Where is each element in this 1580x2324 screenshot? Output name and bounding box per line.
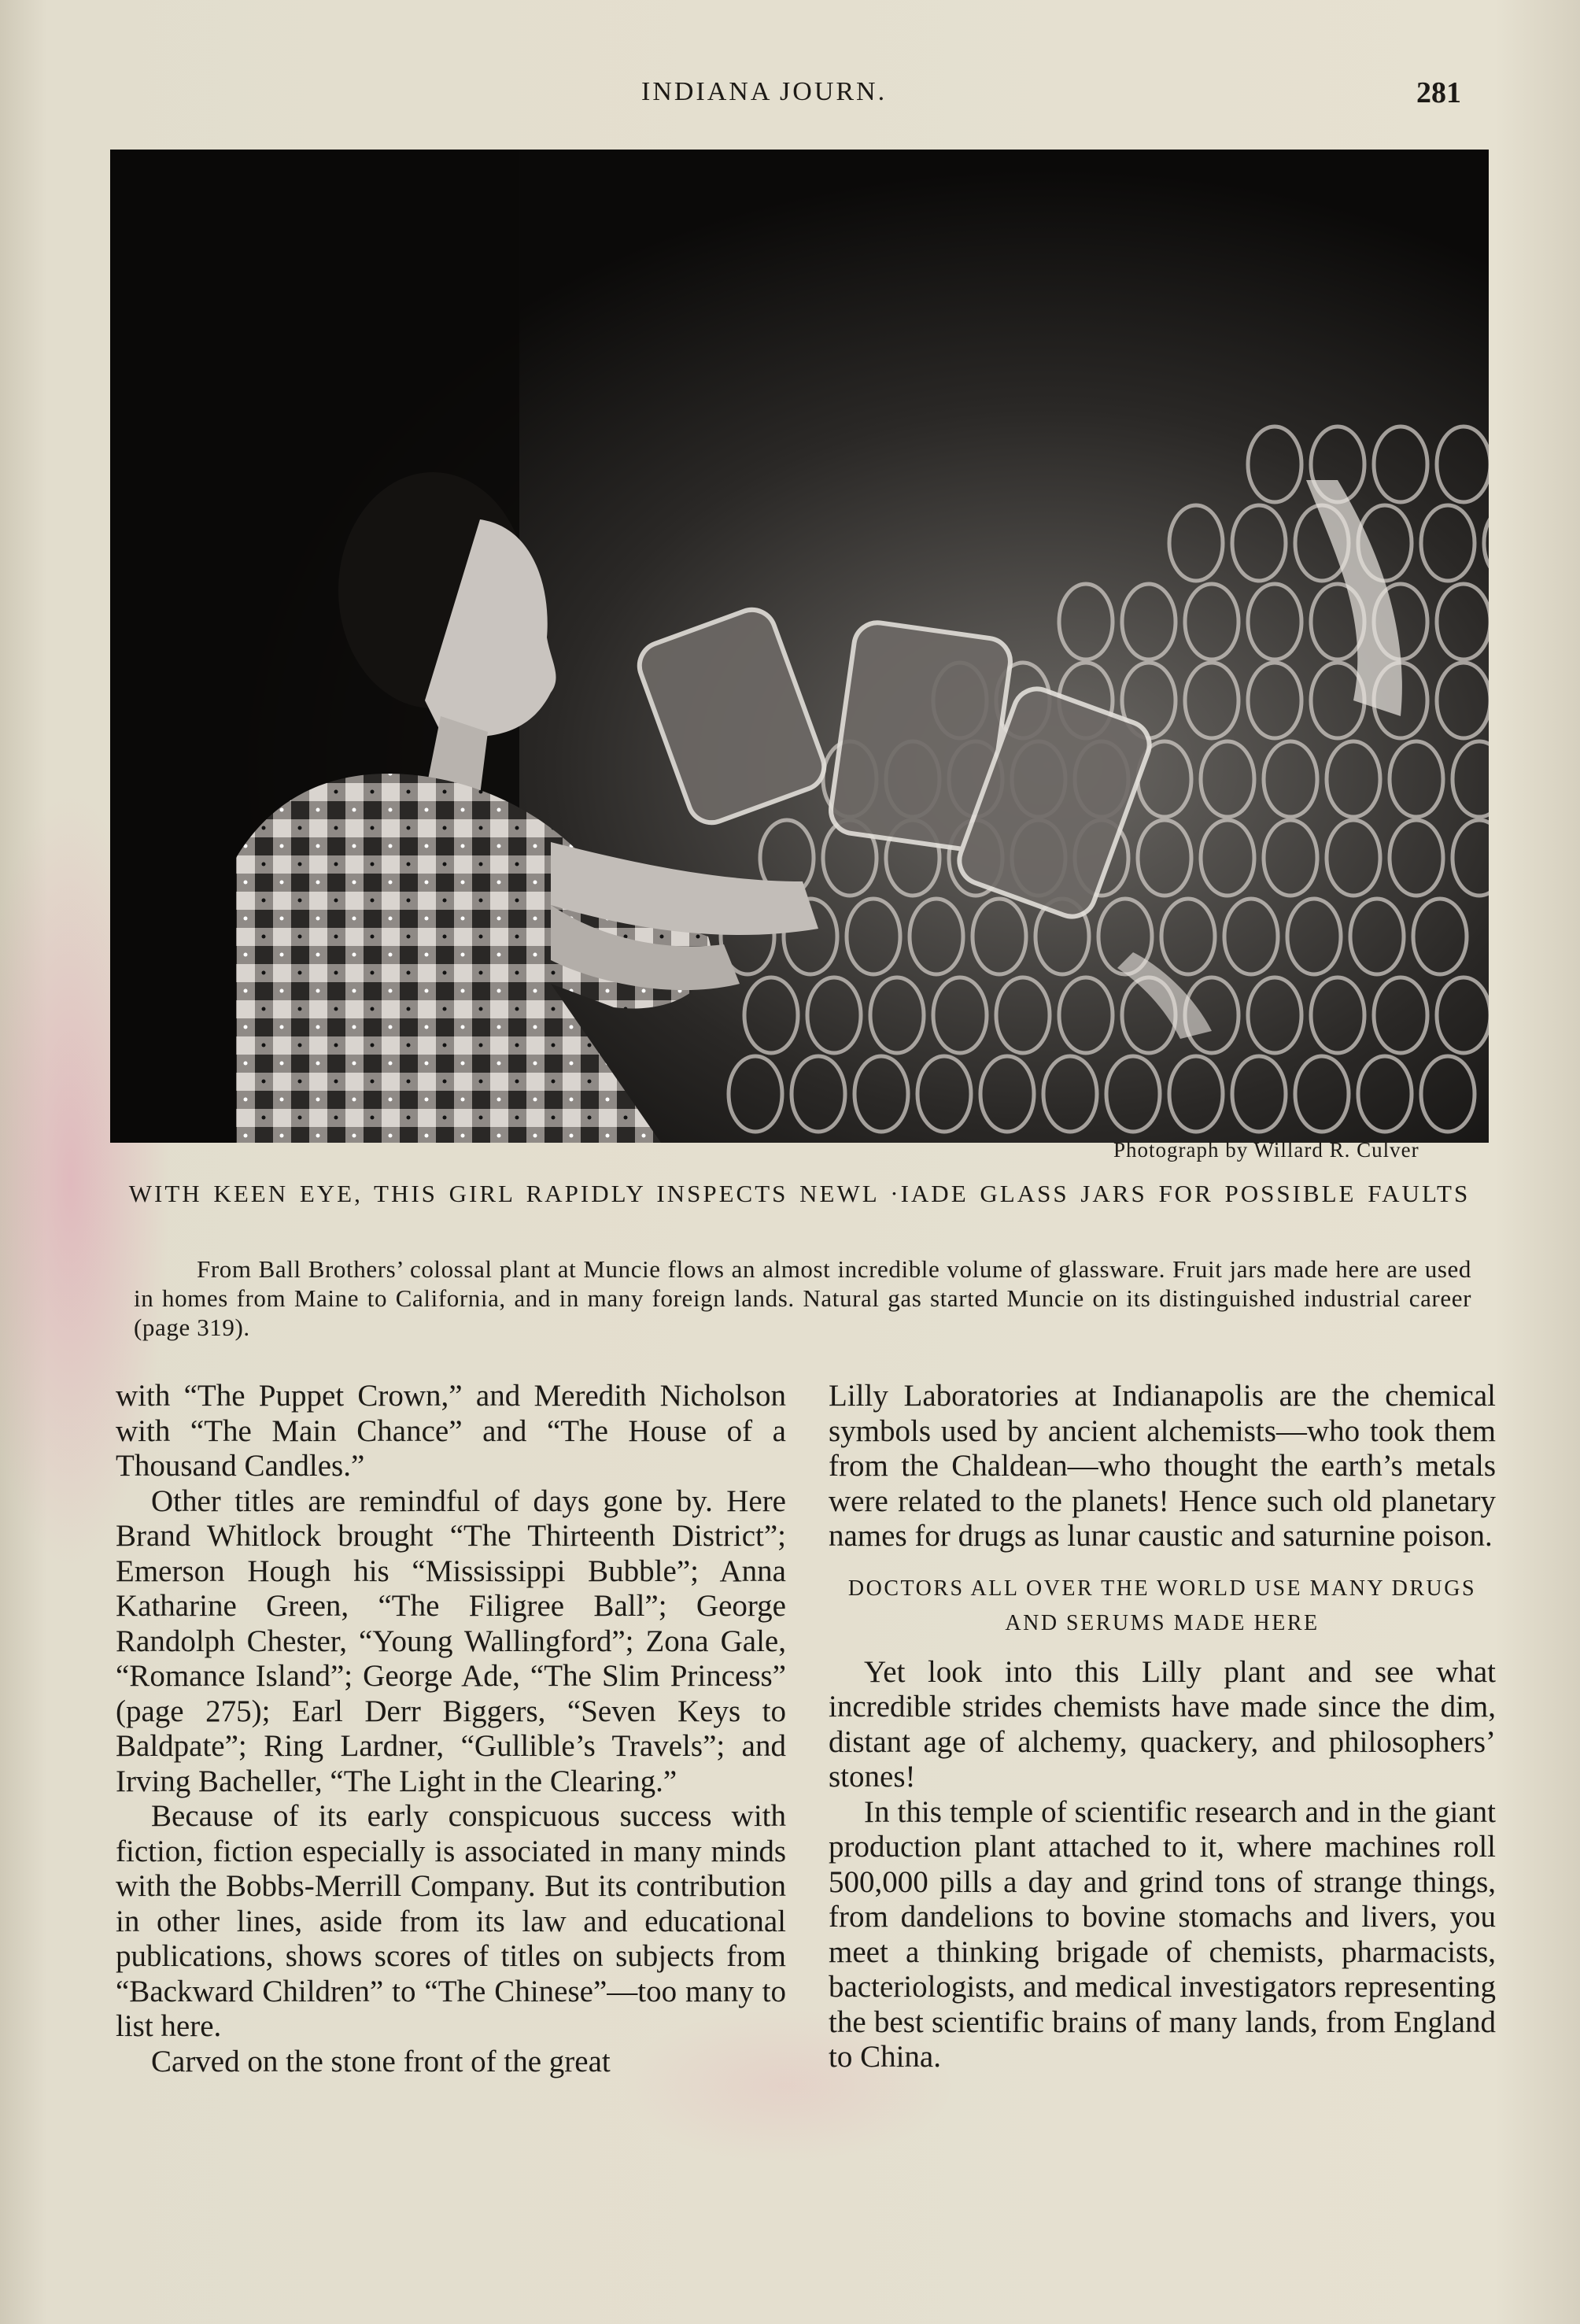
paragraph: Lilly Laboratories at Indianapolis are the chemical symbols used by ancient alchemists—who took them from the Chaldean—who thought the earth’s metals were related to the planets! Hence such old planetary names for drugs as lunar caustic and saturnine poison. (829, 1379, 1496, 1553)
photograph-woman-inspecting-glass-jars-icon (110, 150, 1489, 1143)
paragraph: Yet look into this Lilly plant and see what incredible strides chemists have made since the dim, distant age of alchemy, quackery, and philosophers’ stones! (829, 1654, 1496, 1794)
paragraph: Other titles are remindful of days gone by. Here Brand Whitlock brought “The Thirteenth District”; Emerson Hough his “Mississippi Bubble”; Anna Katharine Green, “The Filigree Ball”; George Randolph Chester, “Young Wallingford”; Zona Gale, “Romance Island”; George Ade, “The Slim Princess” (page 275); Earl Derr Biggers, “Seven Keys to Baldpate”; Ring Lardner, “Gullible’s Travels”; and Irving Bacheller, “The Light in the Clearing.” (116, 1483, 786, 1798)
caption-heading: WITH KEEN EYE, THIS GIRL RAPIDLY INSPECTS NEWL ·IADE GLASS JARS FOR POSSIBLE FAULTS (128, 1180, 1471, 1207)
paragraph: In this temple of scientific research and in the giant production plant attached to it, where machines roll 500,000 pills a day and grind tons of strange things, from dandelions to bovine stomachs and livers, you meet a thinking brigade of chemists, pharmacists, bacteriologists, and medical investigators representing the best scientific brains of many lands, from England to China. (829, 1794, 1497, 2074)
section-subheading: DOCTORS ALL OVER THE WORLD USE MANY DRUGS AND SERUMS MADE HERE (847, 1576, 1477, 1635)
photo-credit: Photograph by Willard R. Culver (1113, 1138, 1419, 1162)
photograph (110, 150, 1489, 1143)
paragraph: with “The Puppet Crown,” and Meredith Nicholson with “The Main Chance” and “The House of a Thousand Candles.” (116, 1379, 786, 1483)
page-number: 281 (1416, 76, 1461, 109)
paragraph: Carved on the stone front of the great (151, 2044, 611, 2078)
left-column (116, 1379, 786, 2079)
paragraph: Because of its early conspicuous success with fiction, fiction especially is associated in many minds with the Bobbs-Merrill Company. But its contribution in other lines, aside from its law and educational publications, shows scores of titles on subjects from “Backward Children” to “The Chinese”—too many to list here. (116, 1799, 786, 2043)
right-column (829, 1379, 1496, 2075)
running-head: INDIANA JOURN. (641, 77, 888, 106)
caption-body: From Ball Brothers’ colossal plant at Muncie flows an almost incredible volume of glassware. Fruit jars made here are used in homes from Maine to California, and in many foreign lands. Natural gas started Muncie on its distinguished industrial career (page 319). (134, 1255, 1471, 1341)
